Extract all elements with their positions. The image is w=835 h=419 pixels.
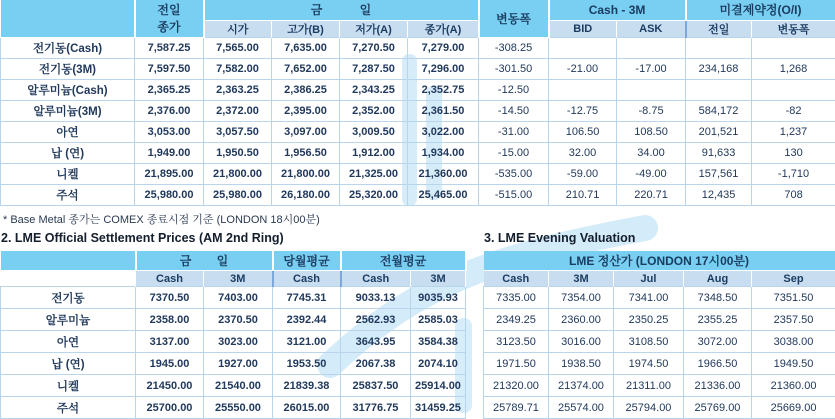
table-row [1, 37, 835, 58]
value-cell [752, 37, 835, 58]
header-group-row [484, 251, 835, 271]
month-cash-header: Cash [273, 271, 341, 287]
value-cell: 2,363.25 [204, 79, 272, 100]
table-row [484, 309, 835, 331]
value-cell: 130 [752, 142, 835, 163]
today-group-header: 금 일 [136, 251, 273, 271]
value-cell: 3,022.00 [408, 121, 479, 142]
value-cell: 25700.00 [136, 397, 204, 419]
value-cell: 2,372.00 [204, 100, 272, 121]
value-cell: 25914.00 [411, 375, 466, 397]
metal-label: 전기동(Cash) [1, 37, 135, 58]
value-cell: -308.25 [479, 37, 549, 58]
value-cell: 3,009.50 [340, 121, 408, 142]
jul-header: Jul [614, 271, 684, 287]
footnote: * Base Metal 종가는 COMEX 종료시점 기준 (LONDON 18시00분) [0, 206, 835, 226]
value-cell: 7,270.50 [340, 37, 408, 58]
value-cell: 25,465.00 [408, 184, 479, 205]
table-row [1, 58, 835, 79]
value-cell [686, 37, 752, 58]
open-header: 시가 [204, 20, 272, 37]
value-cell: 7354.00 [549, 287, 614, 309]
metal-label: 아연 [1, 121, 135, 142]
value-cell: 2585.03 [411, 309, 466, 331]
value-cell: 1,237 [752, 121, 835, 142]
section-official-settlement [0, 227, 465, 419]
value-cell: 3,057.50 [204, 121, 272, 142]
value-cell: -15.00 [479, 142, 549, 163]
metal-label: 아연 [1, 331, 136, 353]
3m-header: 3M [549, 271, 614, 287]
table-row [1, 287, 466, 309]
value-cell: 1949.50 [752, 353, 835, 375]
value-cell: 157,561 [686, 163, 752, 184]
value-cell: 2357.50 [752, 309, 835, 331]
value-cell: 2360.00 [549, 309, 614, 331]
table-row [484, 353, 835, 375]
value-cell: 3123.50 [484, 331, 549, 353]
value-cell: 7351.50 [752, 287, 835, 309]
value-cell: 1945.00 [136, 353, 204, 375]
value-cell: 25574.00 [549, 397, 614, 419]
prev-3m-header: 3M [411, 271, 466, 287]
table-row [1, 121, 835, 142]
value-cell: 34.00 [617, 142, 686, 163]
value-cell: 3,097.00 [272, 121, 340, 142]
section-3-title: 3. LME Evening Valuation [484, 231, 835, 247]
value-cell: 32.00 [549, 142, 617, 163]
value-cell [617, 37, 686, 58]
value-cell: 25769.00 [684, 397, 752, 419]
value-cell: 1,268 [752, 58, 835, 79]
value-cell: 2,386.25 [272, 79, 340, 100]
value-cell: 21540.00 [204, 375, 273, 397]
value-cell: 2,376.00 [135, 100, 204, 121]
change-header: 변동폭 [479, 0, 549, 37]
value-cell: 3584.38 [411, 331, 466, 353]
value-cell: 2349.25 [484, 309, 549, 331]
month-avg-header: 당월평균 [273, 251, 341, 271]
value-cell: 3121.00 [273, 331, 341, 353]
value-cell: 2074.10 [411, 353, 466, 375]
aug-header: Aug [684, 271, 752, 287]
value-cell: 25794.00 [614, 397, 684, 419]
value-cell: 1966.50 [684, 353, 752, 375]
value-cell: -12.50 [479, 79, 549, 100]
value-cell: 7,565.00 [204, 37, 272, 58]
evening-valuation-table [483, 251, 835, 419]
table-row [1, 79, 835, 100]
metal-label: 니켈 [1, 375, 136, 397]
value-cell: 3038.00 [752, 331, 835, 353]
value-cell: 1938.50 [549, 353, 614, 375]
value-cell: 25789.71 [484, 397, 549, 419]
value-cell: 1,949.00 [135, 142, 204, 163]
table-row [1, 353, 466, 375]
prev-month-avg-header: 전월평균 [341, 251, 466, 271]
table-row [484, 331, 835, 353]
value-cell: 26,180.00 [272, 184, 340, 205]
table-row [484, 375, 835, 397]
value-cell: 2350.25 [614, 309, 684, 331]
value-cell: 2,361.50 [408, 100, 479, 121]
value-cell: 25669.00 [752, 397, 835, 419]
value-cell: 1953.50 [273, 353, 341, 375]
value-cell [752, 79, 835, 100]
value-cell: 1,950.50 [204, 142, 272, 163]
value-cell: -49.00 [617, 163, 686, 184]
value-cell [549, 37, 617, 58]
value-cell [617, 79, 686, 100]
value-cell: 3137.00 [136, 331, 204, 353]
table-row [1, 375, 466, 397]
table-row [1, 163, 835, 184]
value-cell: -8.75 [617, 100, 686, 121]
value-cell: 7,296.00 [408, 58, 479, 79]
value-cell: 21,800.00 [204, 163, 272, 184]
value-cell: 1,956.50 [272, 142, 340, 163]
value-cell: 3,053.00 [135, 121, 204, 142]
metal-label: 주석 [1, 184, 135, 205]
header-group-row [1, 0, 835, 20]
value-cell: 7,279.00 [408, 37, 479, 58]
value-cell: -82 [752, 100, 835, 121]
high-header: 고가(B) [272, 20, 340, 37]
low-header: 저가(A) [340, 20, 408, 37]
value-cell: 1927.00 [204, 353, 273, 375]
value-cell: 1,912.00 [340, 142, 408, 163]
value-cell: 9033.13 [341, 287, 411, 309]
value-cell: 7,652.00 [272, 58, 340, 79]
value-cell: -21.00 [549, 58, 617, 79]
value-cell: -17.00 [617, 58, 686, 79]
value-cell: 234,168 [686, 58, 752, 79]
value-cell: 7403.00 [204, 287, 273, 309]
prev-cash-header: Cash [341, 271, 411, 287]
value-cell: 2358.00 [136, 309, 204, 331]
ask-header: ASK [617, 20, 686, 37]
value-cell: 25837.50 [341, 375, 411, 397]
value-cell: 108.50 [617, 121, 686, 142]
value-cell: 7341.00 [614, 287, 684, 309]
prev-close-header [135, 0, 204, 37]
value-cell: -31.00 [479, 121, 549, 142]
metal-label: 전기동(3M) [1, 58, 135, 79]
metal-label: 알루미늄 [1, 309, 136, 331]
value-cell: -12.75 [549, 100, 617, 121]
metal-label: 알루미늄(Cash) [1, 79, 135, 100]
value-cell: 2370.50 [204, 309, 273, 331]
metal-label: 납 (연) [1, 353, 136, 375]
table-row [484, 287, 835, 309]
value-cell: 25,980.00 [204, 184, 272, 205]
value-cell: 7,287.50 [340, 58, 408, 79]
prev-close-line2: 종가 [136, 18, 203, 35]
value-cell: 21,800.00 [272, 163, 340, 184]
value-cell: 220.71 [617, 184, 686, 205]
value-cell: 106.50 [549, 121, 617, 142]
value-cell: 210.71 [549, 184, 617, 205]
metal-label: 주석 [1, 397, 136, 419]
value-cell: 7348.50 [684, 287, 752, 309]
value-cell [549, 79, 617, 100]
value-cell: -1,710 [752, 163, 835, 184]
oi-prev-header: 전일 [686, 20, 752, 37]
cash-header: Cash [136, 271, 204, 287]
value-cell: 7,582.00 [204, 58, 272, 79]
empty-subheader [1, 271, 136, 287]
table-row [1, 397, 466, 419]
value-cell: 3072.00 [684, 331, 752, 353]
value-cell: 7,597.50 [135, 58, 204, 79]
value-cell: 31776.75 [341, 397, 411, 419]
value-cell: 21320.00 [484, 375, 549, 397]
open-interest-group-header: 미결제약정(O/I) [686, 0, 835, 20]
value-cell: 2392.44 [273, 309, 341, 331]
table-row [1, 309, 466, 331]
cash-3m-group-header: Cash - 3M [549, 0, 686, 20]
sep-header: Sep [752, 271, 835, 287]
table-row [1, 184, 835, 205]
value-cell: 2,395.00 [272, 100, 340, 121]
prev-close-line1: 전일 [136, 1, 203, 18]
table-row [1, 142, 835, 163]
value-cell: 7335.00 [484, 287, 549, 309]
lme-realtime-table [0, 0, 835, 206]
value-cell: 25,980.00 [135, 184, 204, 205]
value-cell: 3643.95 [341, 331, 411, 353]
section-evening-valuation [483, 227, 835, 419]
value-cell: 31459.25 [411, 397, 466, 419]
table-row [484, 397, 835, 419]
value-cell: -515.00 [479, 184, 549, 205]
value-cell: 1,934.00 [408, 142, 479, 163]
section-2-title: 2. LME Official Settlement Prices (AM 2nd Ring) [1, 231, 465, 247]
value-cell: 21336.00 [684, 375, 752, 397]
metal-label: 니켈 [1, 163, 135, 184]
value-cell: 3016.00 [549, 331, 614, 353]
value-cell: 7370.50 [136, 287, 204, 309]
value-cell: 21,325.00 [340, 163, 408, 184]
value-cell: -59.00 [549, 163, 617, 184]
value-cell: 21839.38 [273, 375, 341, 397]
value-cell: 708 [752, 184, 835, 205]
value-cell: 2562.93 [341, 309, 411, 331]
oi-change-header: 변동폭 [752, 20, 835, 37]
value-cell: 25550.00 [204, 397, 273, 419]
today-group-header: 금 일 [204, 0, 479, 20]
value-cell: 9035.93 [411, 287, 466, 309]
header-group-row [1, 251, 466, 271]
value-cell: 21,895.00 [135, 163, 204, 184]
value-cell: 7,587.25 [135, 37, 204, 58]
value-cell: 3108.50 [614, 331, 684, 353]
value-cell: 25,320.00 [340, 184, 408, 205]
value-cell: 201,521 [686, 121, 752, 142]
table-row [1, 100, 835, 121]
metal-label: 알루미늄(3M) [1, 100, 135, 121]
value-cell: 2355.25 [684, 309, 752, 331]
value-cell: 3023.00 [204, 331, 273, 353]
corner-header [1, 0, 135, 37]
value-cell: 1971.50 [484, 353, 549, 375]
3m-header: 3M [204, 271, 273, 287]
value-cell: 1974.50 [614, 353, 684, 375]
value-cell: 26015.00 [273, 397, 341, 419]
lme-settlement-group-header: LME 정산가 (LONDON 17시00분) [484, 251, 835, 271]
close-header: 종가(A) [408, 20, 479, 37]
corner-header [1, 251, 136, 271]
value-cell: 2,352.00 [340, 100, 408, 121]
value-cell: 21360.00 [752, 375, 835, 397]
value-cell: -301.50 [479, 58, 549, 79]
metal-label: 납 (연) [1, 142, 135, 163]
value-cell: 7,635.00 [272, 37, 340, 58]
value-cell: -535.00 [479, 163, 549, 184]
value-cell: 2067.38 [341, 353, 411, 375]
header-sub-row [1, 271, 466, 287]
value-cell: 21450.00 [136, 375, 204, 397]
value-cell: 7745.31 [273, 287, 341, 309]
value-cell: 91,633 [686, 142, 752, 163]
value-cell: -14.50 [479, 100, 549, 121]
table-row [1, 331, 466, 353]
value-cell: 2,365.25 [135, 79, 204, 100]
metal-label: 전기동 [1, 287, 136, 309]
bid-header: BID [549, 20, 617, 37]
value-cell: 12,435 [686, 184, 752, 205]
value-cell: 21374.00 [549, 375, 614, 397]
value-cell: 2,343.25 [340, 79, 408, 100]
value-cell: 584,172 [686, 100, 752, 121]
value-cell [686, 79, 752, 100]
value-cell: 21,360.00 [408, 163, 479, 184]
header-sub-row [484, 271, 835, 287]
value-cell: 2,352.75 [408, 79, 479, 100]
cash-header: Cash [484, 271, 549, 287]
official-settlement-table [0, 251, 467, 419]
value-cell: 21311.00 [614, 375, 684, 397]
